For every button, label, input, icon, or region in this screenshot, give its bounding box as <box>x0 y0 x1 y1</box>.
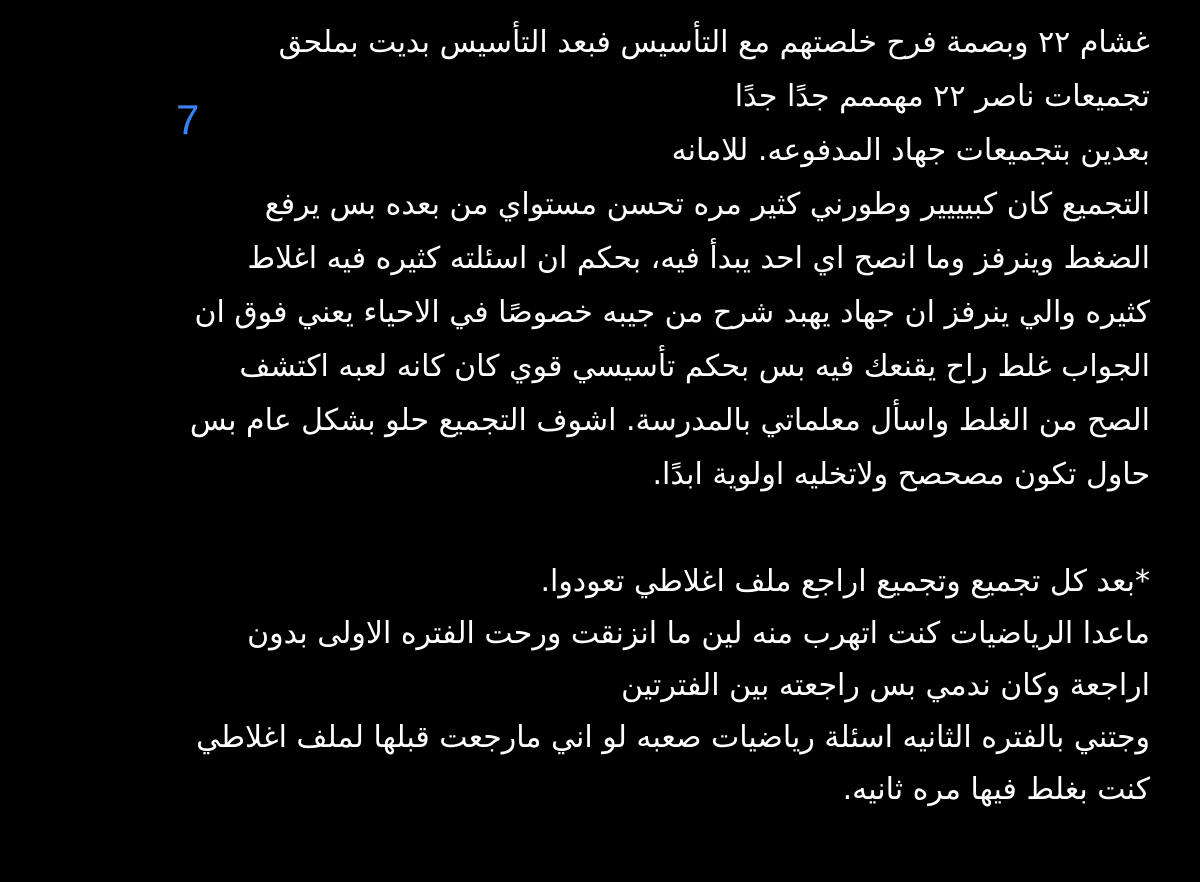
note-line: وجتني بالفتره الثانيه اسئلة رياضيات صعبه لو اني مارجعت قبلها لملف اغلاطي <box>196 720 1150 755</box>
note-line: التجميع كان كبيييير وطورني كثير مره تحسن مستواي من بعده بس يرفع <box>264 187 1150 222</box>
note-line: ماعدا الرياضيات كنت اتهرب منه لين ما انزنقت ورحت الفتره الاولى بدون <box>247 616 1150 651</box>
note-line: اراجعة وكان ندمي بس راجعته بين الفترتين <box>621 668 1150 703</box>
note-line: غشام ٢٢ وبصمة فرح خلصتهم مع التأسيس فبعد التأسيس بديت بملحق <box>278 25 1150 60</box>
note-line: بعدين بتجميعات جهاد المدفوعه. للامانه <box>671 133 1150 168</box>
blank-line <box>30 502 1150 556</box>
note-line: كثيره والي ينرفز ان جهاد يهبد شرح من جيبه خصوصًا في الاحياء يعني فوق ان <box>194 295 1150 330</box>
note-line: *بعد كل تجميع وتجميع اراجع ملف اغلاطي تعودوا. <box>540 564 1150 599</box>
page-number: 7 <box>176 96 200 143</box>
note-line: كنت بغلط فيها مره ثانيه. <box>842 772 1150 807</box>
note-line: الجواب غلط راح يقنعك فيه بس بحكم تأسيسي قوي كان كانه لعبه اكتشف <box>239 349 1150 384</box>
note-line: تجميعات ناصر ٢٢ مهممم جدًا جدًا <box>734 79 1150 114</box>
note-line: الضغط وينرفز وما انصح اي احد يبدأ فيه، بحكم ان اسئلته كثيره فيه اغلاط <box>247 241 1150 276</box>
note-line: حاول تكون مصحصح ولاتخليه اولوية ابدًا. <box>652 457 1150 492</box>
note-line: الصح من الغلط واسأل معلماتي بالمدرسة. اشوف التجميع حلو بشكل عام بس <box>189 403 1150 438</box>
